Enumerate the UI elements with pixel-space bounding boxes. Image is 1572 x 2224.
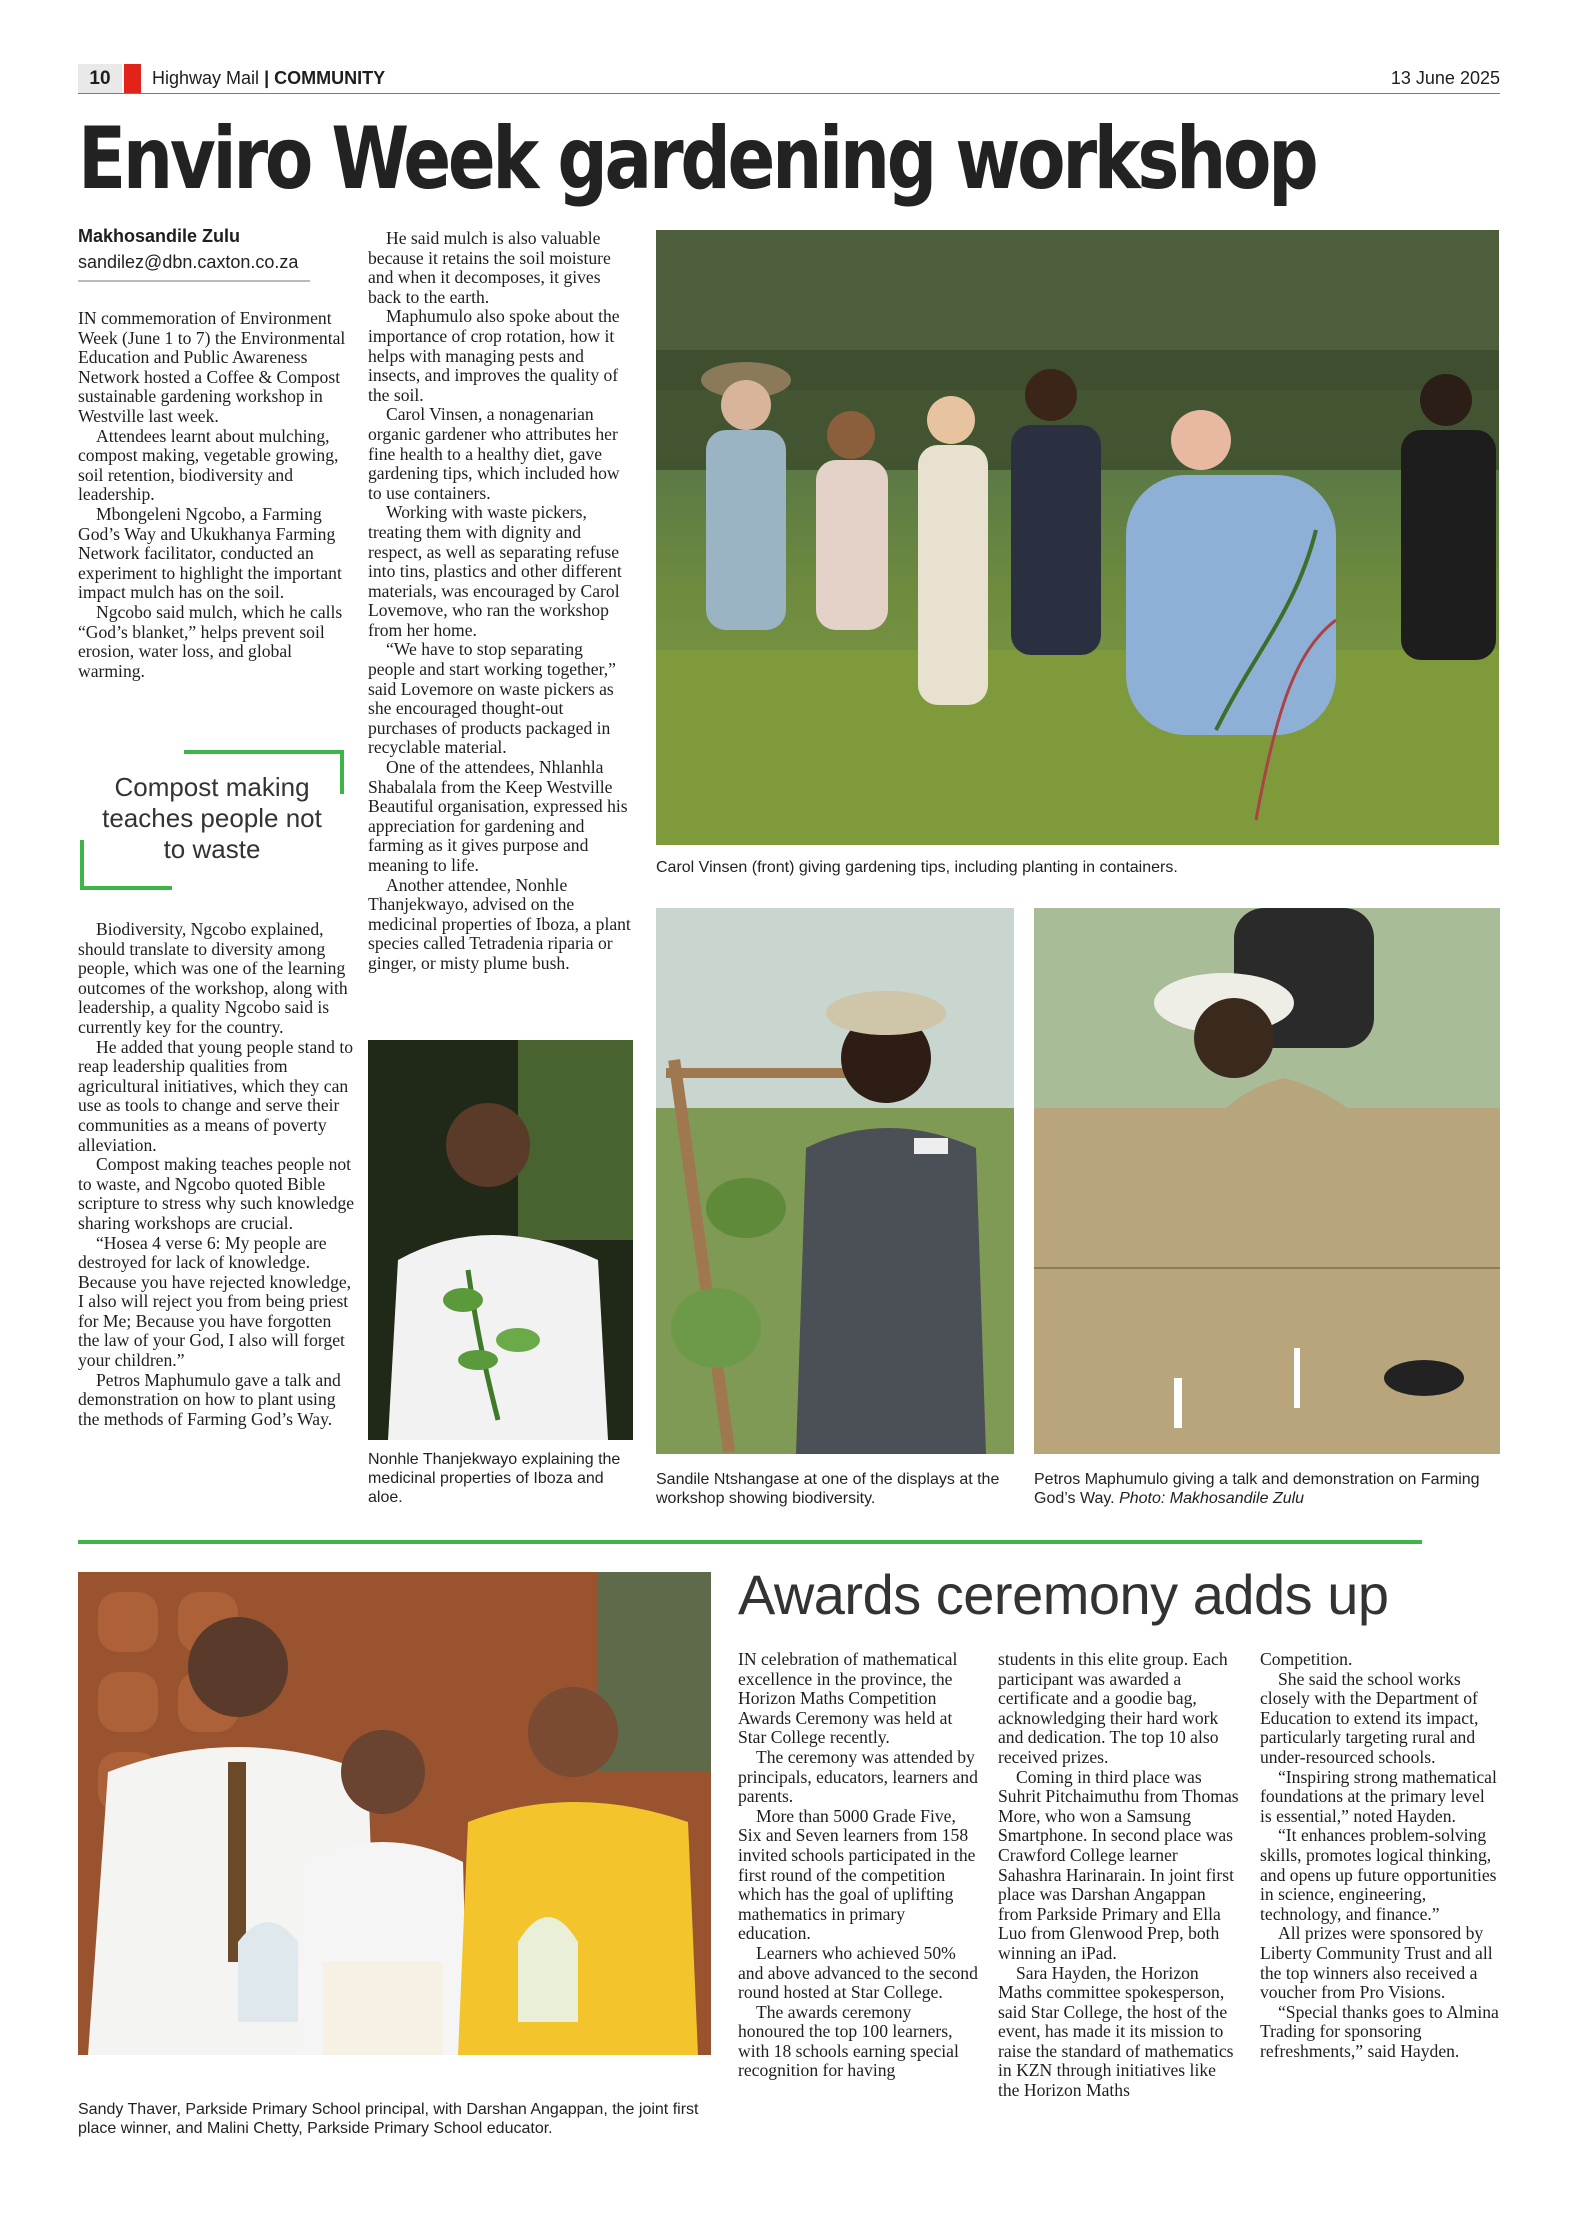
paragraph: Ngcobo said mulch, which he calls “God’s blanket,” helps prevent soil erosion, water loss, and global warming. [78, 601, 343, 681]
paragraph: IN celebration of mathematical excellence in the province, the Horizon Maths Competition Awards Ceremony was held at Star College recently. [738, 1649, 958, 1748]
paragraph: IN commemoration of Environment Week (June 1 to 7) the Environmental Education and Public Awareness Network hosted a Coffee & Compost sustainable gardening workshop in Westville last week. [78, 308, 346, 426]
paragraph: Attendees learnt about mulching, compost making, vegetable growing, soil retention, biodiversity and leadership. [78, 425, 339, 505]
pull-quote-frame-right [340, 750, 344, 794]
paragraph: Maphumulo also spoke about the importance of crop rotation, how it helps with managing pests and insects, and improves the quality of the soil. [368, 306, 620, 405]
issue-date: 13 June 2025 [1390, 68, 1500, 88]
paragraph: “Special thanks goes to Almina Trading for sponsoring refreshments,” said Hayden. [1260, 2001, 1499, 2061]
photo-caption: Nonhle Thanjekwayo explaining the medicinal properties of Iboza and aloe. [368, 1451, 621, 1506]
photo-credit: Photo: Makhosandile Zulu [1119, 1490, 1305, 1507]
paragraph: students in this elite group. Each participant was awarded a certificate and a goodie bag, acknowledging their hard work and dedication. The top 10 also received prizes. [998, 1649, 1228, 1767]
byline-author: Makhosandile Zulu [78, 226, 241, 246]
paragraph: “Inspiring strong mathematical foundations at the primary level is essential,” noted Hayden. [1260, 1766, 1497, 1826]
photo-caption-text: Petros Maphumulo giving a talk and demonstration on Farming God’s Way. [1034, 1471, 1480, 1507]
section-color-marker [124, 64, 141, 94]
article-column-2 [368, 229, 632, 974]
publication-line [152, 68, 385, 89]
awards-headline: Awards ceremony adds up [738, 1563, 1389, 1626]
paragraph: Another attendee, Nonhle Thanjekwayo, advised on the medicinal properties of Iboza, a plant species called Tetradenia riparia or ginger, or misty plume bush. [368, 874, 631, 973]
awards-column-2 [998, 1650, 1240, 2101]
publication-name: Highway Mail [152, 68, 260, 88]
paragraph: “Hosea 4 verse 6: My people are destroyed for lack of knowledge. Because you have rejected knowledge, I also will reject you from being priest for Me; Because you have forgotten the law of your God, I also will forget your children.” [78, 1232, 352, 1371]
byline-rule [78, 280, 310, 282]
paragraph: She said the school works closely with the Department of Education to extend its impact, particularly targeting rural and under-resourced schools. [1260, 1668, 1479, 1767]
paragraph: He said mulch is also valuable because it retains the soil moisture and when it decomposes, it gives back to the earth. [368, 228, 611, 307]
page-number: 10 [78, 64, 122, 94]
section-name: | COMMUNITY [264, 68, 386, 88]
photo-garden-group-illustration [656, 230, 1499, 845]
paragraph: “We have to stop separating people and start working together,” said Lovemore on waste pickers as she encouraged thought-out purchases of products packaged in recyclable material. [368, 639, 616, 758]
photo-caption: Carol Vinsen (front) giving gardening tips, including planting in containers. [656, 859, 1178, 876]
section-divider [78, 1540, 1422, 1544]
awards-column-1 [738, 1650, 978, 2081]
photo-petros-illustration [1034, 908, 1500, 1454]
paragraph: More than 5000 Grade Five, Six and Seven learners from 158 invited schools participated in the first round of the competition which has the goal of uplifting mathematics in primary education. [738, 1805, 976, 1944]
photo-sandile [656, 908, 1014, 1454]
paragraph: Mbongeleni Ngcobo, a Farming God’s Way and Ukukhanya Farming Network facilitator, conducted an experiment to highlight the important impact mulch has on the soil. [78, 503, 342, 603]
photo-caption [1034, 1470, 1500, 1508]
paragraph: All prizes were sponsored by Liberty Community Trust and all the top winners also received a voucher from Pro Visions. [1260, 1923, 1493, 2003]
paragraph: The ceremony was attended by principals, educators, learners and parents. [738, 1746, 978, 1807]
article-headline: Enviro Week gardening workshop [78, 109, 1316, 209]
paragraph: Carol Vinsen, a nonagenarian organic gardener who attributes her fine health to a healthy diet, gave gardening tips, which included how to use containers. [368, 404, 620, 503]
awards-column-3 [1260, 1650, 1500, 2061]
photo-awards-illustration [78, 1572, 711, 2055]
paragraph: Coming in third place was Suhrit Pitchaimuthu from Thomas More, who won a Samsung Smartphone. In second place was Crawford College learner Sahashra Harinarain. In joint first place was Darshan Angappan from Parkside Primary and Ella Luo from Glenwood Prep, both winning an iPad. [998, 1766, 1239, 1963]
paragraph: Sara Hayden, the Horizon Maths committee spokesperson, said Star College, the host of the event, has made it its mission to raise the standard of mathematics in KZN through initiatives like the Horizon Maths [998, 1962, 1234, 2101]
paragraph: Competition. [1260, 1649, 1353, 1669]
article-column-1a [78, 309, 356, 681]
pull-quote-frame-top [184, 750, 344, 754]
photo-nonhle-illustration [368, 1040, 633, 1440]
photo-garden-group [656, 230, 1499, 845]
photo-petros [1034, 908, 1500, 1454]
paragraph: One of the attendees, Nhlanhla Shabalala from the Keep Westville Beautiful organisation, expressed his appreciation for gardening and farming as it gives purpose and meaning to life. [368, 757, 628, 875]
photo-nonhle [368, 1040, 633, 1440]
paragraph: Petros Maphumulo gave a talk and demonstration on how to plant using the methods of Farming God’s Way. [78, 1369, 341, 1429]
paragraph: He added that young people stand to reap leadership qualities from agricultural initiatives, which they can use as tools to change and serve their communities as a means of poverty alleviation. [78, 1036, 353, 1155]
paragraph: The awards ceremony honoured the top 100 learners, with 18 schools earning special recognition for having [738, 2001, 959, 2081]
pull-quote-frame-left [80, 840, 84, 890]
paragraph: Compost making teaches people not to waste, and Ngcobo quoted Bible scripture to stress why such knowledge sharing workshops are crucial. [78, 1154, 355, 1233]
photo-caption: Sandile Ntshangase at one of the displays at the workshop showing biodiversity. [656, 1471, 1000, 1507]
byline-email[interactable]: sandilez@dbn.caxton.co.za [78, 252, 299, 272]
pull-quote-frame-bottom [80, 886, 172, 890]
article-column-1b [78, 920, 356, 1429]
paragraph: Biodiversity, Ngcobo explained, should translate to diversity among people, which was one of the learning outcomes of the workshop, along with leadership, a quality Ngcobo said is currently key for the country. [78, 919, 348, 1037]
paragraph: “It enhances problem-solving skills, promotes logical thinking, and opens up future opportunities in science, engineering, technology, and finance.” [1260, 1825, 1497, 1924]
photo-sandile-illustration [656, 908, 1014, 1454]
paragraph: Working with waste pickers, treating them with dignity and respect, as well as separating refuse into tins, plastics and other different materials, was encouraged by Carol Lovemove, who ran the workshop from her home. [368, 502, 622, 640]
paragraph: Learners who achieved 50% and above advanced to the second round hosted at Star College. [738, 1942, 978, 2003]
photo-caption: Sandy Thaver, Parkside Primary School principal, with Darshan Angappan, the joint first place winner, and Malini Chetty, Parkside Primary School educator. [78, 2101, 699, 2137]
header-rule [78, 93, 1500, 94]
photo-awards [78, 1572, 711, 2055]
pull-quote: Compost making teaches people not to waste [102, 772, 322, 864]
